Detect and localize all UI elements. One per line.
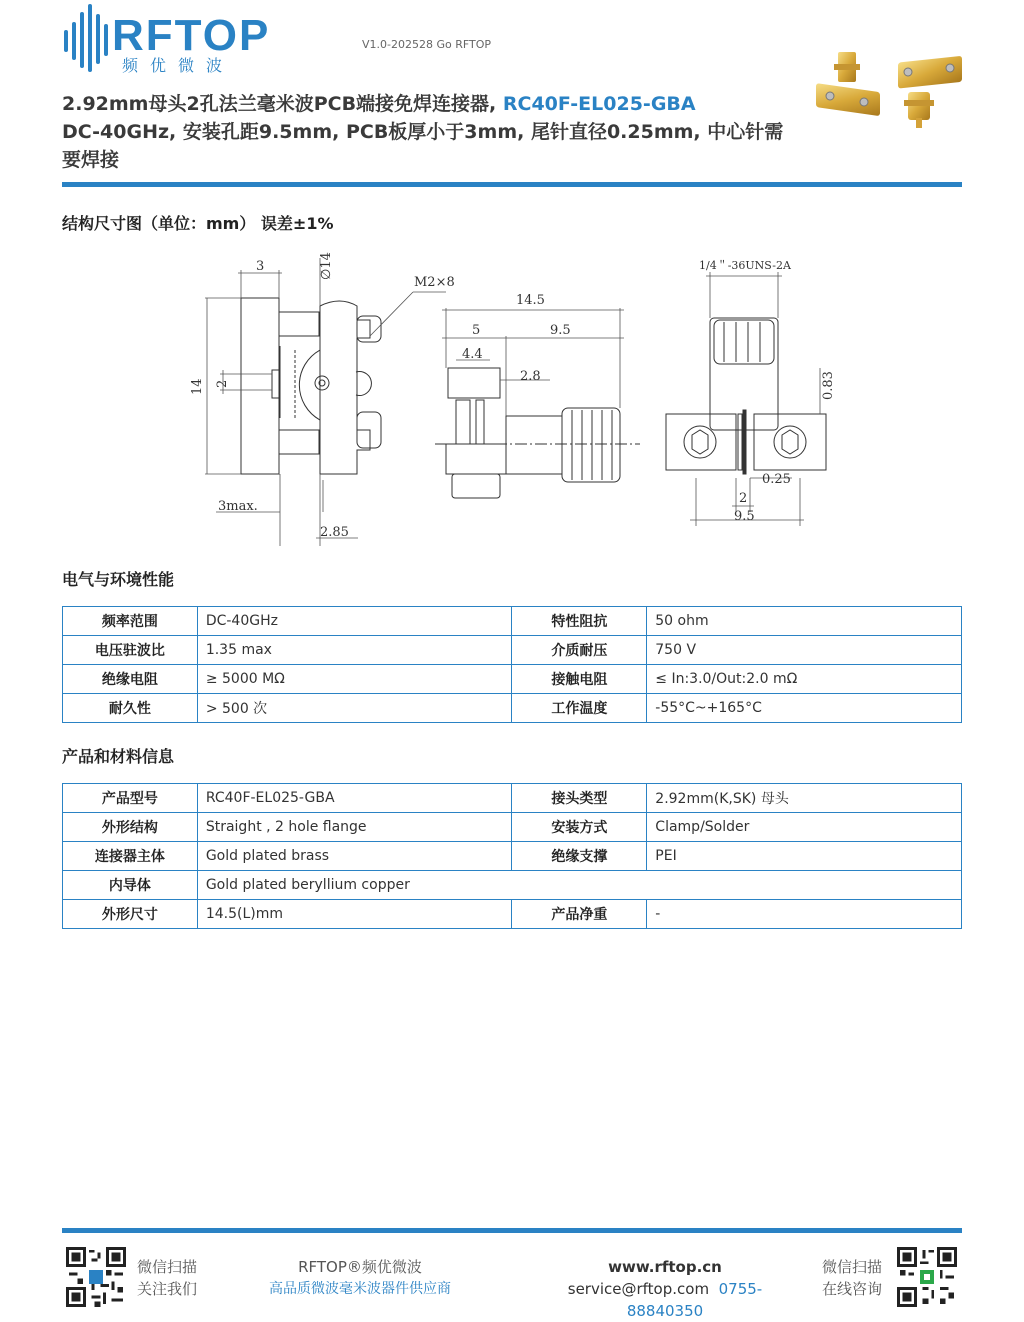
footer-email-link[interactable]: service@rftop.com [567, 1280, 710, 1298]
title-part-number: RC40F-EL025-GBA [502, 93, 696, 115]
table-row [63, 813, 962, 842]
footer-tagline: 高品质微波毫米波器件供应商 [269, 1281, 451, 1297]
spec-value: ≤ In:3.0/Out:2.0 mΩ [647, 665, 962, 694]
spec-value: 1.35 max [197, 636, 512, 665]
spec-key: 耐久性 [63, 694, 198, 723]
follow-line-1: 微信扫描 [137, 1258, 198, 1276]
dim-2: 2 [215, 379, 230, 388]
spec-key: 介质耐压 [512, 636, 647, 665]
spec-key: 电压驻波比 [63, 636, 198, 665]
consult-line-1: 微信扫描 [822, 1258, 883, 1276]
table-row [63, 871, 962, 900]
logo-wordmark: RFTOP [112, 11, 271, 60]
spec-value: 14.5(L)mm [197, 900, 512, 929]
dim-2-85: 2.85 [320, 525, 349, 540]
spec-value: 50 ohm [647, 607, 962, 636]
product-photo-connector-side [898, 56, 962, 128]
table-row [63, 900, 962, 929]
follow-line-2: 关注我们 [137, 1280, 198, 1298]
spec-key: 特性阻抗 [512, 607, 647, 636]
spec-value: Gold plated beryllium copper [197, 871, 961, 900]
footer-website-link[interactable]: www.rftop.cn [608, 1258, 722, 1276]
spec-value: 750 V [647, 636, 962, 665]
table-row [63, 784, 962, 813]
footer-brand-name: RFTOP®频优微波 [298, 1258, 422, 1276]
spec-key: 安装方式 [512, 813, 647, 842]
dim-14: 14 [190, 378, 205, 395]
version-label: V1.0-202528 Go RFTOP [362, 38, 492, 51]
footer-divider [62, 1228, 962, 1233]
spec-key: 绝缘支撑 [512, 842, 647, 871]
logo-wave-icon [62, 4, 112, 74]
spec-value: Gold plated brass [197, 842, 512, 871]
spec-value: > 500 次 [197, 694, 512, 723]
footer-phone[interactable]: 0755-88840350 [626, 1280, 763, 1320]
spec-key: 外形结构 [63, 813, 198, 842]
spec-key: 连接器主体 [63, 842, 198, 871]
spec-value: RC40F-EL025-GBA [197, 784, 512, 813]
drawing-side-view [435, 368, 640, 498]
spec-key: 频率范围 [63, 607, 198, 636]
spec-key: 工作温度 [512, 694, 647, 723]
materials-table [62, 783, 962, 929]
dim-9-5-rear: 9.5 [734, 509, 755, 524]
spec-value: Straight , 2 hole flange [197, 813, 512, 842]
footer-consult-text [822, 1256, 882, 1300]
spec-key: 绝缘电阻 [63, 665, 198, 694]
spec-key: 产品净重 [512, 900, 647, 929]
title-line-3: 要焊接 [62, 149, 120, 171]
footer-brand [250, 1256, 470, 1300]
title-line-2: DC-40GHz, 安装孔距9.5mm, PCB板厚小于3mm, 尾针直径0.25mm, 中心针需 [62, 121, 784, 143]
table-row [63, 694, 962, 723]
dimension-drawing [180, 250, 850, 550]
dim-0-83: 0.83 [821, 371, 836, 400]
dim-3: 3 [256, 259, 265, 274]
spec-value: DC-40GHz [197, 607, 512, 636]
dim-2-rear: 2 [739, 491, 748, 506]
page-title [62, 90, 802, 174]
product-photo-connector-front [816, 52, 880, 116]
spec-key: 内导体 [63, 871, 198, 900]
logo-chinese-name: 频优微波 [122, 56, 235, 75]
table-row [63, 636, 962, 665]
spec-value: 2.92mm(K,SK) 母头 [647, 784, 962, 813]
table-row [63, 842, 962, 871]
product-photo [808, 44, 978, 134]
spec-value: -55°C~+165°C [647, 694, 962, 723]
dim-2-8: 2.8 [520, 369, 541, 384]
title-prefix: 2.92mm母头2孔法兰毫米波PCB端接免焊连接器, [62, 93, 503, 115]
drawing-rear-view [666, 318, 826, 474]
dim-dia-14: ∅14 [319, 252, 334, 280]
drawing-section-heading: 结构尺寸图（单位：mm） 误差±1% [62, 214, 334, 233]
dim-9-5-side: 9.5 [550, 323, 571, 338]
follow-qr-code[interactable] [66, 1247, 126, 1307]
table-row [63, 665, 962, 694]
spec-value: PEI [647, 842, 962, 871]
electrical-section-heading: 电气与环境性能 [62, 570, 175, 589]
dim-3max: 3max. [218, 499, 258, 514]
spec-key: 产品型号 [63, 784, 198, 813]
consult-line-2: 在线咨询 [822, 1280, 883, 1298]
dim-5: 5 [472, 323, 481, 338]
spec-key: 接头类型 [512, 784, 647, 813]
spec-key: 接触电阻 [512, 665, 647, 694]
dim-4-4: 4.4 [462, 347, 483, 362]
spec-value: - [647, 900, 962, 929]
spec-key: 外形尺寸 [63, 900, 198, 929]
spec-value: Clamp/Solder [647, 813, 962, 842]
electrical-table [62, 606, 962, 723]
dim-0-25: 0.25 [762, 472, 791, 487]
table-row [63, 607, 962, 636]
footer-contact [540, 1256, 790, 1322]
materials-section-heading: 产品和材料信息 [62, 747, 175, 766]
header-divider [62, 182, 962, 187]
dim-14-5: 14.5 [516, 293, 545, 308]
drawing-front-view [241, 298, 381, 474]
dim-m2x8: M2×8 [414, 275, 455, 290]
consult-qr-code[interactable] [897, 1247, 957, 1307]
dim-thread: 1/4＂-36UNS-2A [699, 259, 791, 272]
spec-value: ≥ 5000 MΩ [197, 665, 512, 694]
footer-follow-text [137, 1256, 197, 1300]
